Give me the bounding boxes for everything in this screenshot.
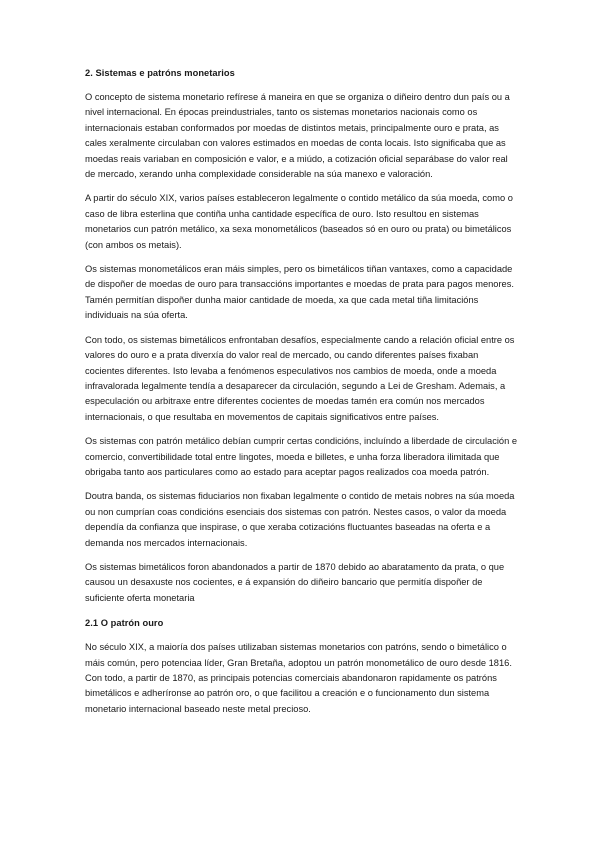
paragraph-bimetallic-abandoned: Os sistemas bimetálicos foron abandonados a partir de 1870 debido ao abaratamento da prata, o que causou un desaxuste nos cocientes, e á expansión do diñeiro bancario que permitía dispoñer de suficiente oferta monetaria <box>85 561 505 603</box>
paragraph-monetary-system-concept: O concepto de sistema monetario refírese á maneira en que se organiza o diñeiro dentro dun país ou a nivel internacional. En épocas preindustriales, tanto os sistemas monetarios nacionais como os internacionais estaban conformados por moedas de distintos metais, principalmente ouro e prata, as cales xeralmente circulaban con valores estimados en moedas de conta locais. Isto significaba que as moedas reais variaban en composición e valor, e a miúdo, a cotización oficial separábase do valor real de mercado, xerando unha complexidade considerable na súa manexo e valoración. <box>85 92 510 180</box>
paragraph-gold-standard: No século XIX, a maioría dos países utilizaban sistemas monetarios con patróns, sendo o bimetálico o máis común, pero potenciaa líder, Gran Bretaña, adoptou un patrón monometálico de ouro desde 1816. Con todo, a partir de 1870, as principais potencias comerciais abandonaron rapidamente os patróns bimetálicos e adheríronse ao patrón oro, o que facilitou a creación e o funcionamento dun sistema monetario internacional baseado neste metal precioso. <box>85 642 512 714</box>
section-heading: 2. Sistemas e patróns monetarios <box>85 68 235 78</box>
paragraph-bimetallic-challenges: Con todo, os sistemas bimetálicos enfrontaban desafíos, especialmente cando a relación oficial entre os valores do ouro e a prata diverxía do valor real de mercado, ou cando diferentes países fixaban cocientes diferentes. Isto levaba a fenómenos especulativos nos cambios de moeda, onde a moeda infravalorada legalmente tendía a desaparecer da circulación, segundo a Lei de Gresham. Ademais, a especulación ou arbitraxe entre diferentes cocientes de moedas tamén era común nos mercados internacionais, o que resultaba en movementos de capitais significativos entre países. <box>85 334 515 422</box>
document-page <box>85 66 517 726</box>
paragraph-nineteenth-century: A partir do século XIX, varios países estableceron legalmente o contido metálico da súa moeda, como o caso de libra esterlina que contiña unha cantidade específica de ouro. Isto resultou en sistemas monetarios cun patrón metálico, xa sexa monometálicos (baseados só en ouro ou prata) ou bimetálicos (con ambos os metais). <box>85 193 513 250</box>
paragraph-metallic-conditions: Os sistemas con patrón metálico debían cumprir certas condicións, incluíndo a liberdade de circulación e comercio, convertibilidade total entre lingotes, moeda e billetes, e unha forza liberadora ilimitada que obrigaba tanto aos particulares como ao estado para aceptar pagos realizados coa moeda patrón. <box>85 436 518 477</box>
paragraph-fiduciary-systems: Doutra banda, os sistemas fiduciarios non fixaban legalmente o contido de metais nobres na súa moeda ou non cumprían coas condicións esenciais dos sistemas con patrón. Nestes casos, o valor da moeda dependía da confianza que inspirase, o que xeraba cotizacións fluctuantes baseadas na oferta e a demanda nos mercados internacionais. <box>85 491 515 548</box>
subsection-heading: 2.1 O patrón ouro <box>85 618 164 629</box>
paragraph-monometallic: Os sistemas monometálicos eran máis simples, pero os bimetálicos tiñan vantaxes, como a capacidade de dispoñer de moedas de ouro para transaccións importantes e moedas de prata para pagos menores. Tamén permitían dispoñer dunha maior cantidade de moeda, xa que cada metal tiña limitacións individuais na súa oferta. <box>85 264 514 321</box>
